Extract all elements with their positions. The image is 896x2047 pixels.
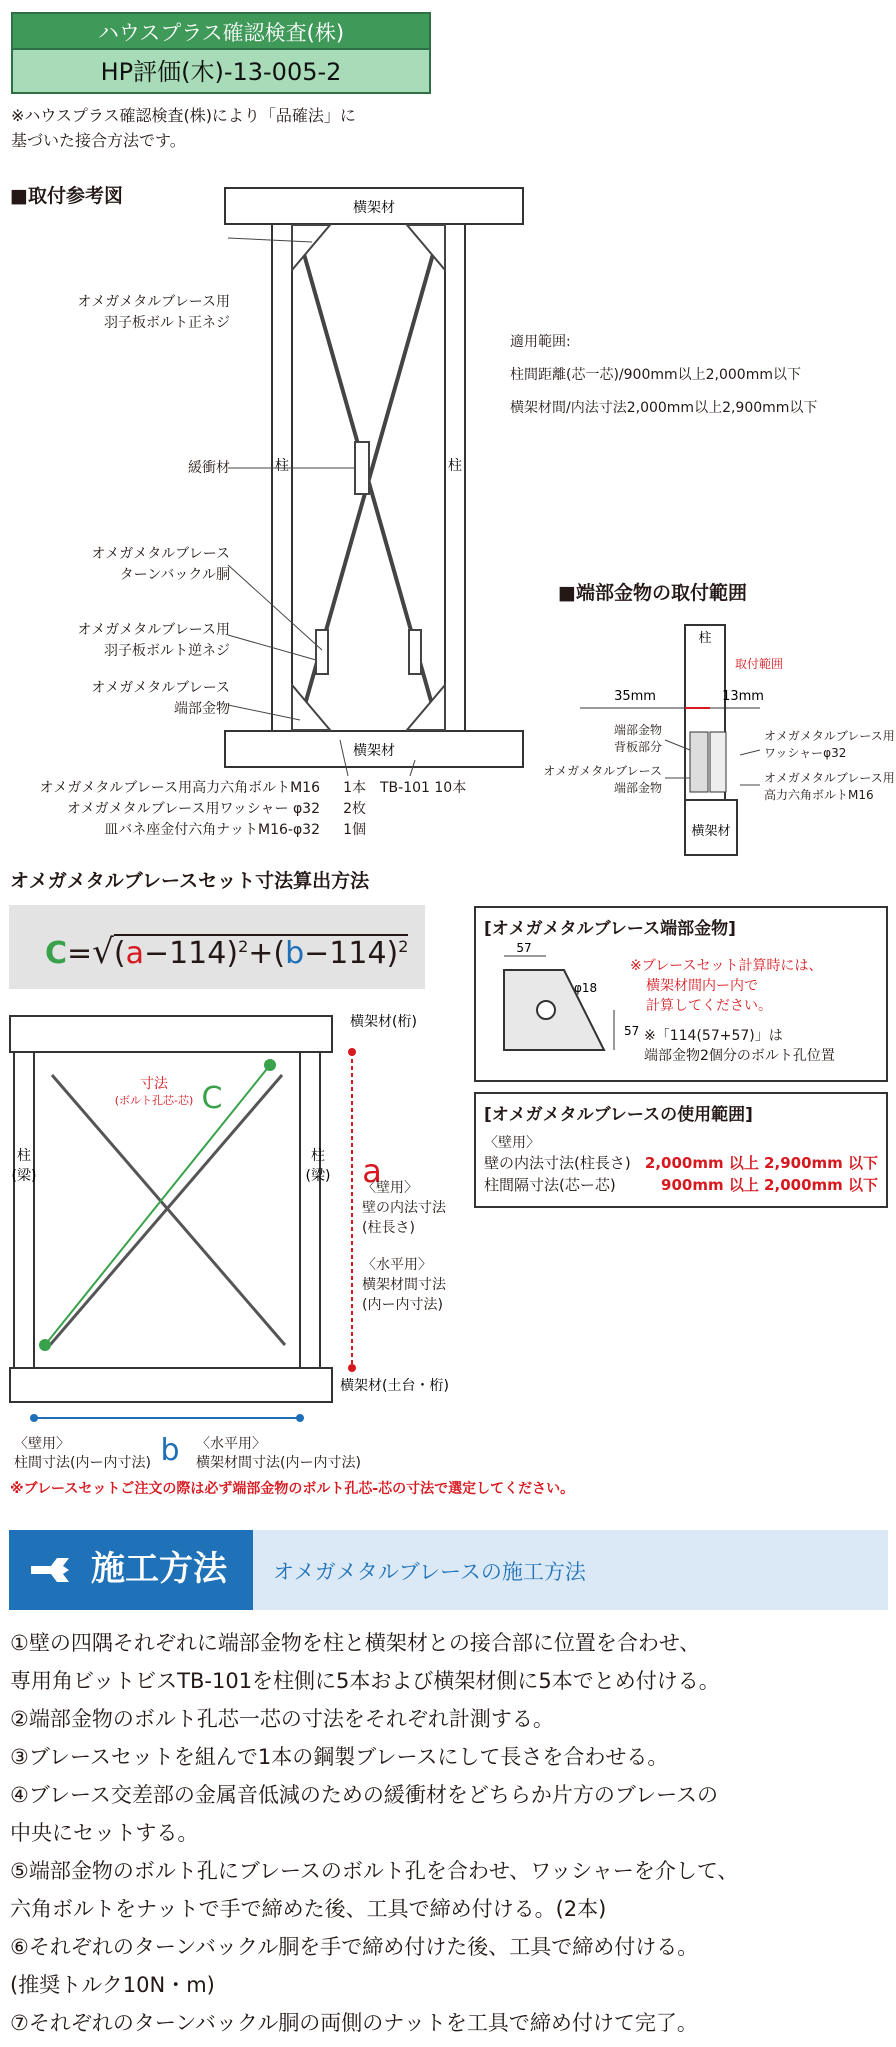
step-line: 六角ボルトをナットで手で締めた後、工具で締め付ける。(2本)	[10, 1897, 607, 1921]
label-line: 端部金物	[174, 701, 230, 717]
note-line: ※「114(57+57)」は	[644, 1028, 783, 1044]
formula-square: 2	[398, 937, 409, 956]
formula-square: 2	[238, 937, 249, 956]
part-qty: 1個	[343, 822, 366, 838]
formula-box	[9, 905, 425, 989]
wrench-icon	[29, 1554, 71, 1586]
formula-a: a	[125, 936, 144, 971]
part-name: オメガメタルブレース用高力六角ボルトM16	[39, 780, 320, 796]
right-column	[300, 1052, 320, 1368]
label-line: オメガメタルブレース用	[77, 294, 230, 310]
part-name: 皿バネ座金付六角ナットM16-φ32	[104, 822, 320, 838]
label-line: オメガメタルブレース	[543, 764, 662, 778]
scope-line: 横架材間/内法寸法2,000mm以上2,900mm以下	[510, 400, 818, 416]
use-label: 柱間隔寸法(芯ー芯)	[484, 1176, 616, 1194]
label-line: オメガメタルブレース用	[764, 729, 895, 743]
corner-fitting	[292, 685, 330, 730]
note-line: 〈水平用〉	[196, 1436, 266, 1452]
label-line: ターンバックル胴	[119, 567, 230, 583]
label-cushion	[30, 458, 230, 479]
label-line: 端部金物	[613, 781, 662, 795]
b-wall-note	[14, 1435, 151, 1473]
note-line: 壁の内法寸法	[362, 1200, 446, 1216]
note-line: 横架材間寸法	[362, 1277, 446, 1293]
formula-eq: =	[67, 936, 93, 971]
label-end-fitting	[30, 678, 230, 720]
label-line: 緩衝材	[188, 460, 230, 476]
usebox-title: [オメガメタルブレースの使用範囲]	[484, 1105, 753, 1125]
label-line: 高力六角ボルトM16	[764, 788, 874, 802]
construction-badge	[9, 1530, 253, 1610]
brace-2	[50, 1075, 282, 1345]
fitting-front	[710, 732, 726, 792]
dim-57-top: 57	[516, 941, 532, 955]
b-label: b	[160, 1433, 180, 1468]
note-line: 計算してください。	[646, 998, 772, 1014]
label-line: 端部金物	[613, 723, 662, 737]
formula-c: C	[45, 936, 68, 971]
dim-sub: (ボルト孔芯-芯)	[114, 1094, 194, 1107]
endbox-diagram	[484, 940, 640, 1076]
construction-subtitle: オメガメタルブレースの施工方法	[273, 1560, 586, 1584]
construction-header	[253, 1530, 888, 1610]
b-floor-note	[196, 1435, 361, 1473]
label-turnbuckle	[30, 544, 230, 586]
userange-box	[474, 1092, 888, 1208]
c-label: C	[201, 1081, 223, 1116]
b-point	[296, 1414, 304, 1422]
brace-1	[52, 1075, 285, 1345]
label-line: オメガメタルブレース用	[77, 622, 230, 638]
label-back	[578, 722, 662, 756]
a-floor-note	[362, 1255, 446, 1315]
note-line: (柱長さ)	[362, 1220, 415, 1236]
endfitting-box	[474, 906, 888, 1082]
note-line: 〈壁用〉	[362, 1180, 418, 1196]
corner-fitting	[407, 225, 445, 270]
step-line: ③ブレースセットを組んで1本の鋼製ブレースにして長さを合わせる。	[10, 1745, 669, 1769]
range-column-label: 柱	[698, 631, 712, 646]
formula-b: b	[285, 936, 305, 971]
part-qty: 1本	[343, 780, 366, 796]
left-column-label: 柱	[275, 458, 289, 474]
turnbuckle	[316, 630, 328, 674]
formula	[45, 927, 408, 974]
label-fitting	[540, 763, 662, 797]
bottom-beam-label: 横架材(土台・桁)	[340, 1378, 449, 1394]
sqrt-icon: √	[92, 932, 114, 972]
use-label: 壁の内法寸法(柱長さ)	[484, 1154, 631, 1172]
leader-line	[740, 750, 760, 755]
label-line: オメガメタルブレース	[91, 680, 230, 696]
a-point	[348, 1048, 356, 1056]
label-line: オメガメタルブレース用	[764, 771, 895, 785]
a-wall-note	[362, 1178, 446, 1238]
intro-line: 基づいた接合方法です。	[11, 131, 186, 150]
note-line: 〈水平用〉	[362, 1257, 432, 1273]
column-label: 柱	[311, 1148, 325, 1164]
formula-paren: (	[273, 936, 286, 971]
corner-fitting	[292, 225, 330, 270]
turnbuckle	[409, 630, 421, 674]
dim-57-side: 57	[624, 1024, 640, 1038]
formula-paren: (	[113, 936, 126, 971]
step-line: 中央にセットする。	[10, 1821, 199, 1845]
use-value: 900mm 以上 2,000mm 以下	[661, 1176, 878, 1194]
step-line: ⑦それぞれのターンバックル胴の両側のナットを工具で締め付けて完了。	[10, 2011, 698, 2035]
dim-right: 13mm	[722, 689, 764, 704]
cert-code: HP評価(木)-13-005-2	[11, 50, 431, 94]
part-name: オメガメタルブレース用ワッシャー φ32	[66, 801, 320, 817]
step-line: (推奨トルク10N・m)	[10, 1973, 215, 1997]
step-line: 専用角ビットビスTB-101を柱側に5本および横架材側に5本でとめ付ける。	[10, 1669, 720, 1693]
a-label: a	[362, 1152, 382, 1190]
left-column	[14, 1052, 34, 1368]
note-line: 柱間寸法(内ー内寸法)	[14, 1455, 151, 1471]
calc-title: オメガメタルブレースセット寸法算出方法	[10, 870, 370, 892]
part-row	[6, 778, 366, 799]
fitting-back	[690, 732, 708, 792]
part-qty: 2枚	[343, 801, 366, 817]
formula-plus: +	[248, 936, 274, 971]
endbox-title: [オメガメタルブレース端部金物]	[484, 919, 736, 939]
part-row	[6, 799, 366, 820]
dim-left: 35mm	[614, 689, 656, 704]
a-point	[348, 1364, 356, 1372]
label-line: 羽子板ボルト正ネジ	[104, 315, 230, 331]
right-column	[445, 224, 465, 731]
step-line: ②端部金物のボルト孔芯一芯の寸法をそれぞれ計測する。	[10, 1707, 554, 1731]
ref-title: ■取付参考図	[10, 185, 123, 207]
note-line: 〈壁用〉	[14, 1436, 70, 1452]
bolt-hole	[537, 1001, 555, 1019]
label-bolt	[764, 770, 895, 804]
range-beam-label: 横架材	[691, 824, 731, 839]
note-line: 横架材間内ー内で	[646, 978, 758, 994]
step-line: ④ブレース交差部の金属音低減のための緩衝材をどちらか片方のブレースの	[10, 1783, 719, 1807]
endbox-red-note	[630, 956, 822, 1016]
badge-label: 施工方法	[91, 1549, 227, 1589]
column-label: (梁)	[305, 1168, 331, 1184]
usebox-sub: 〈壁用〉	[484, 1135, 540, 1151]
order-note: ※ブレースセットご注文の際は必ず端部金物のボルト孔芯-芯の寸法で選定してください。	[10, 1481, 575, 1497]
label-washer	[764, 728, 895, 762]
cushion	[355, 442, 369, 494]
c-point	[39, 1339, 51, 1351]
dimension-diagram	[0, 1010, 470, 1490]
endrange-title: ■端部金物の取付範囲	[558, 582, 747, 604]
part-row	[6, 820, 366, 841]
intro-note	[11, 103, 356, 153]
top-beam	[10, 1016, 332, 1052]
label-haita-bolt-normal	[30, 292, 230, 334]
label-line: ワッシャーφ32	[764, 746, 847, 760]
left-column	[272, 224, 292, 731]
label-haita-bolt-reverse	[30, 620, 230, 662]
screw-note: TB-101 10本	[380, 780, 467, 796]
scope-line: 柱間距離(芯一芯)/900mm以上2,000mm以下	[510, 367, 801, 383]
note-line: (内ー内寸法)	[362, 1297, 443, 1313]
use-row	[484, 1174, 878, 1196]
range-label: 取付範囲	[735, 657, 784, 671]
label-line: 羽子板ボルト逆ネジ	[104, 643, 230, 659]
intro-line: ※ハウスプラス確認検査(株)により「品確法」に	[11, 106, 356, 125]
b-point	[30, 1414, 38, 1422]
phi-label: φ18	[574, 981, 598, 995]
step-list	[10, 1624, 888, 2042]
label-line: 背板部分	[613, 740, 662, 754]
use-value: 2,000mm 以上 2,900mm 以下	[644, 1154, 878, 1172]
corner-fitting	[407, 685, 445, 730]
top-beam-label: 横架材	[353, 200, 395, 216]
dim-label: 寸法	[140, 1076, 168, 1092]
note-line: ※ブレースセット計算時には、	[630, 958, 823, 974]
step-line: ⑤端部金物のボルト孔にブレースのボルト孔を合わせ、ワッシャーを介して、	[10, 1859, 739, 1883]
scope-title: 適用範囲:	[510, 334, 571, 350]
right-column-label: 柱	[448, 458, 462, 474]
parts-list	[6, 778, 366, 841]
column-label: 柱	[17, 1148, 31, 1164]
formula-minus: −114)	[143, 936, 239, 971]
step-line: ⑥それぞれのターンバックル胴を手で締め付けた後、工具で締め付ける。	[10, 1935, 699, 1959]
endbox-note	[644, 1026, 835, 1066]
note-line: 端部金物2個分のボルト孔位置	[644, 1048, 835, 1064]
column-label: (梁)	[11, 1168, 37, 1184]
formula-minus: −114)	[304, 936, 399, 971]
note-line: 横架材間寸法(内ー内寸法)	[196, 1455, 361, 1471]
use-row	[484, 1152, 878, 1174]
usebox-rows	[484, 1152, 878, 1196]
cert-company: ハウスプラス確認検査(株)	[11, 12, 431, 50]
bottom-beam-label: 横架材	[353, 743, 395, 759]
scope	[510, 326, 817, 425]
label-line: オメガメタルブレース	[91, 546, 230, 562]
c-point	[264, 1059, 276, 1071]
top-beam-label: 横架材(桁)	[350, 1014, 417, 1030]
bottom-beam	[10, 1368, 332, 1402]
step-line: ①壁の四隅それぞれに端部金物を柱と横架材との接合部に位置を合わせ、	[10, 1631, 701, 1655]
